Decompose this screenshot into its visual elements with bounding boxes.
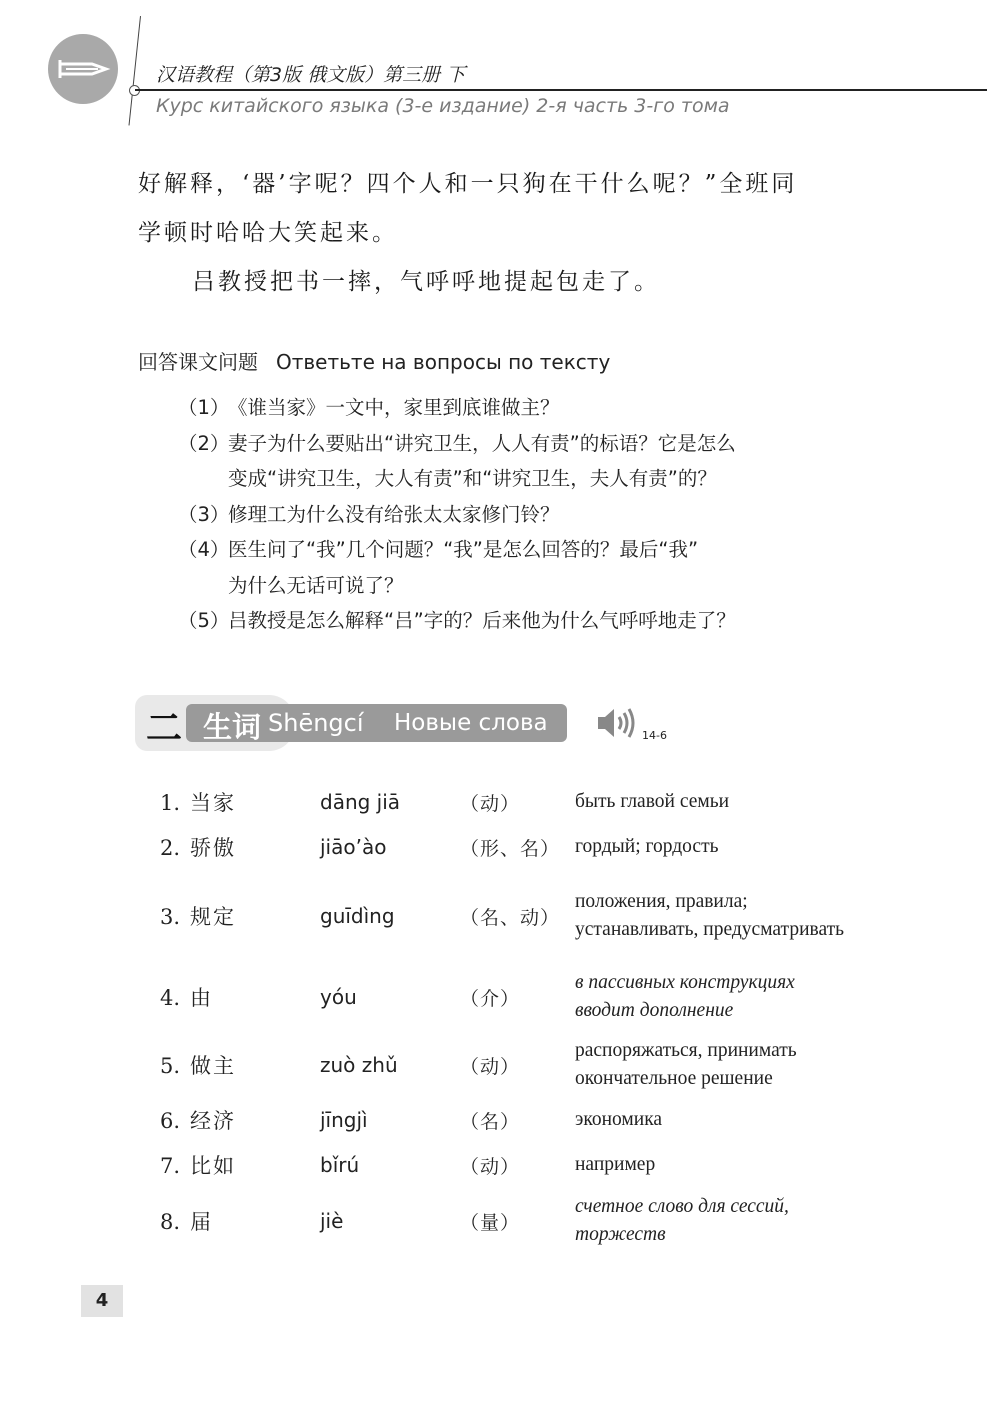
header-rule bbox=[135, 89, 987, 91]
question-number: （5） bbox=[178, 609, 230, 632]
story-line: 吕教授把书一摔，气呼呼地提起包走了。 bbox=[192, 269, 660, 295]
question-text: 医生问了“我”几个问题？“我”是怎么回答的？最后“我” bbox=[228, 538, 699, 561]
vocab-number: 6. bbox=[160, 1109, 181, 1133]
header-title-russian: Курс китайского языка (3-е издание) 2-я часть 3-го тома bbox=[156, 95, 730, 117]
vocab-word bbox=[160, 962, 320, 1032]
vocab-pinyin: guīdìng bbox=[320, 904, 395, 928]
vocab-word bbox=[160, 1188, 320, 1254]
vocab-meaning: положения, правила; устанавливать, предусматривать bbox=[575, 891, 845, 940]
vocab-row bbox=[160, 1142, 845, 1188]
vocab-row bbox=[160, 870, 845, 962]
vocab-number: 2. bbox=[160, 836, 181, 860]
question-number: （2） bbox=[178, 431, 230, 455]
story-line: 好解释，‘器’字呢？四个人和一只狗在干什么呢？”全班同 bbox=[138, 171, 798, 197]
vocab-hanzi: 做主 bbox=[190, 1054, 237, 1078]
vocab-meaning: быть главой семьи bbox=[575, 791, 730, 812]
header-slash-divider bbox=[129, 16, 141, 126]
vocab-hanzi: 届 bbox=[190, 1210, 214, 1234]
question-number: （4） bbox=[178, 538, 230, 561]
section-title-chinese: 生词 bbox=[203, 710, 262, 744]
question-item bbox=[178, 532, 868, 603]
vocab-pinyin: dāng jiā bbox=[320, 790, 401, 814]
vocabulary-table bbox=[160, 780, 845, 1254]
vocab-meaning: гордый; гордость bbox=[575, 836, 719, 857]
section-number: 二 bbox=[146, 708, 183, 749]
vocab-word bbox=[160, 780, 320, 824]
audio-track-code: 14-6 bbox=[642, 729, 667, 742]
vocab-row bbox=[160, 1098, 845, 1142]
story-text bbox=[138, 160, 878, 307]
vocab-meaning: экономика bbox=[575, 1109, 663, 1130]
speaker-icon[interactable] bbox=[595, 706, 635, 744]
vocab-pinyin: jīngjì bbox=[320, 1108, 368, 1132]
vocab-number: 8. bbox=[160, 1210, 181, 1234]
question-text: 变成“讲究卫生，大人有责”和“讲究卫生，夫人有责”的？ bbox=[228, 467, 717, 490]
question-text: 吕教授是怎么解释“吕”字的？后来他为什么气呼呼地走了？ bbox=[228, 609, 736, 632]
vocab-hanzi: 比如 bbox=[190, 1154, 237, 1178]
section-title-russian: Новые слова bbox=[394, 710, 548, 736]
question-text: 《谁当家》一文中，家里到底谁做主？ bbox=[228, 396, 560, 419]
questions-heading-chinese: 回答课文问题 bbox=[138, 350, 258, 374]
vocab-hanzi: 规定 bbox=[190, 905, 237, 929]
vocab-part-of-speech: （名） bbox=[460, 1110, 521, 1133]
questions-heading bbox=[138, 346, 610, 375]
vocab-number: 3. bbox=[160, 905, 181, 929]
vocab-row bbox=[160, 1188, 845, 1254]
story-line: 学顿时哈哈大笑起来。 bbox=[138, 220, 398, 246]
vocab-meaning: в пассивных конструкциях вводит дополнение bbox=[575, 972, 795, 1021]
vocab-number: 5. bbox=[160, 1054, 181, 1078]
vocab-pinyin: jiāo’ào bbox=[320, 835, 387, 859]
vocab-pinyin: bǐrú bbox=[320, 1153, 360, 1177]
question-text: 妻子为什么要贴出“讲究卫生，人人有责”的标语？它是怎么 bbox=[228, 431, 736, 455]
vocab-word bbox=[160, 1142, 320, 1188]
book-logo bbox=[48, 34, 118, 104]
vocab-number: 1. bbox=[160, 791, 181, 815]
section-title-pinyin: Shēngcí bbox=[268, 709, 364, 737]
question-item bbox=[178, 426, 868, 497]
vocab-hanzi: 当家 bbox=[190, 791, 237, 815]
vocab-meaning: счетное слово для сессий, торжеств bbox=[575, 1196, 789, 1245]
vocab-row bbox=[160, 824, 845, 870]
vocab-part-of-speech: （动） bbox=[460, 792, 521, 815]
question-item bbox=[178, 390, 868, 426]
pen-nib-icon bbox=[48, 34, 118, 104]
vocab-word bbox=[160, 870, 320, 962]
question-number: （1） bbox=[178, 396, 230, 419]
question-text: 为什么无话可说了？ bbox=[228, 573, 404, 597]
question-text: 修理工为什么没有给张太太家修门铃？ bbox=[228, 502, 560, 526]
section-title-bar bbox=[186, 704, 567, 742]
page-number: 4 bbox=[81, 1285, 123, 1317]
vocab-part-of-speech: （名、动） bbox=[460, 906, 561, 929]
questions-heading-russian: Ответьте на вопросы по тексту bbox=[276, 350, 611, 374]
vocab-part-of-speech: （动） bbox=[460, 1055, 521, 1078]
vocab-word bbox=[160, 824, 320, 870]
vocab-row bbox=[160, 1032, 845, 1098]
vocab-meaning: например bbox=[575, 1154, 656, 1175]
vocab-meaning: распоряжаться, принимать окончательное решение bbox=[575, 1040, 797, 1089]
vocab-row bbox=[160, 962, 845, 1032]
vocab-part-of-speech: （形、名） bbox=[460, 837, 561, 860]
vocab-word bbox=[160, 1098, 320, 1142]
vocab-number: 4. bbox=[160, 986, 181, 1010]
question-item bbox=[178, 497, 868, 533]
vocab-part-of-speech: （量） bbox=[460, 1211, 521, 1234]
vocab-hanzi: 经济 bbox=[190, 1109, 237, 1133]
header-title-chinese: 汉语教程（第3版 俄文版）第三册 下 bbox=[156, 64, 466, 86]
vocab-hanzi: 由 bbox=[190, 986, 214, 1010]
vocab-row bbox=[160, 780, 845, 824]
vocab-part-of-speech: （动） bbox=[460, 1155, 521, 1178]
question-item bbox=[178, 603, 868, 639]
questions-list bbox=[178, 390, 868, 639]
vocab-hanzi: 骄傲 bbox=[190, 836, 237, 860]
vocab-word bbox=[160, 1032, 320, 1098]
vocab-pinyin: yóu bbox=[320, 985, 357, 1009]
vocab-number: 7. bbox=[160, 1154, 181, 1178]
question-number: （3） bbox=[178, 502, 230, 526]
vocab-part-of-speech: （介） bbox=[460, 987, 521, 1010]
vocab-pinyin: zuò zhǔ bbox=[320, 1053, 398, 1077]
vocab-pinyin: jiè bbox=[320, 1209, 344, 1233]
